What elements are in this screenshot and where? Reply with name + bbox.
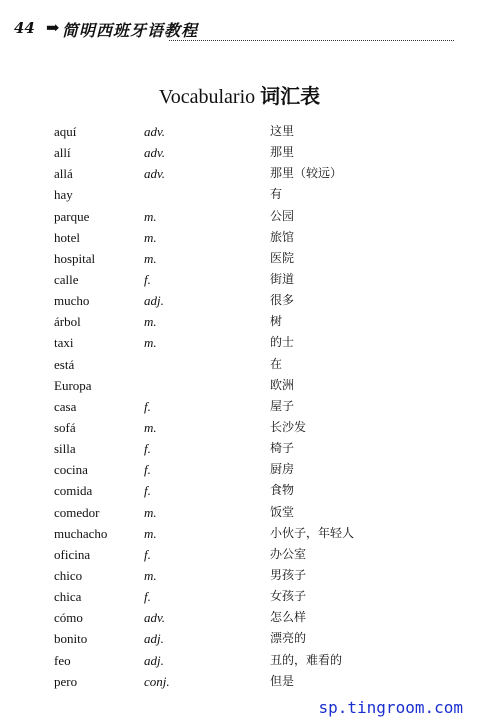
vocab-part-of-speech: f.: [144, 462, 151, 478]
vocab-part-of-speech: adj.: [144, 652, 164, 668]
vocab-row: [54, 565, 454, 586]
vocab-meaning: 这里: [270, 124, 295, 138]
vocab-row: [54, 163, 454, 184]
vocab-meaning: 厨房: [270, 462, 295, 477]
vocab-word: oficina: [54, 546, 91, 562]
vocab-meaning: 那里（较远）: [270, 166, 343, 181]
vocab-part-of-speech: m.: [144, 208, 157, 224]
section-title-latin: Vocabulario: [158, 86, 256, 108]
vocab-word: hay: [54, 187, 73, 203]
vocab-row: [54, 438, 454, 459]
vocab-word: árbol: [54, 314, 81, 330]
vocab-part-of-speech: adj.: [144, 293, 164, 309]
vocab-word: chico: [54, 567, 83, 583]
vocab-row: [54, 290, 454, 311]
vocab-meaning: 的士: [270, 335, 295, 350]
vocab-row: [54, 480, 454, 501]
vocab-word: hotel: [54, 229, 80, 245]
vocab-meaning: 医院: [270, 250, 295, 265]
vocab-row: [54, 417, 454, 438]
vocab-meaning: 在: [270, 356, 283, 371]
watermark-text: sp.tingroom.com: [318, 698, 463, 717]
vocab-row: [54, 311, 454, 332]
vocab-meaning: 那里: [270, 145, 295, 160]
vocab-meaning: 办公室: [270, 546, 307, 561]
vocab-part-of-speech: f.: [144, 589, 151, 605]
vocab-part-of-speech: m.: [144, 419, 157, 435]
vocab-part-of-speech: adv.: [144, 124, 166, 139]
vocab-word: taxi: [54, 335, 74, 351]
vocab-word: sofá: [54, 419, 76, 435]
vocab-meaning: 屋子: [270, 398, 295, 413]
vocab-part-of-speech: f.: [144, 441, 151, 457]
vocab-part-of-speech: m.: [144, 250, 157, 266]
vocab-meaning: 欧洲: [270, 377, 295, 392]
vocab-part-of-speech: adj.: [144, 631, 164, 647]
vocab-row: [54, 671, 454, 692]
vocab-meaning: 街道: [270, 271, 295, 286]
page-number: 44: [14, 19, 35, 37]
vocab-row: [54, 502, 454, 523]
section-title: [0, 80, 479, 109]
vocab-row: [54, 375, 454, 396]
vocab-row: [54, 523, 454, 544]
vocab-meaning: 小伙子，年轻人: [270, 525, 355, 540]
vocab-word: chica: [54, 589, 82, 605]
vocab-part-of-speech: conj.: [144, 673, 170, 689]
vocab-meaning: 旅馆: [270, 229, 295, 244]
vocabulary-list: [54, 121, 454, 692]
vocab-part-of-speech: f.: [144, 398, 151, 414]
vocab-part-of-speech: adv.: [144, 610, 166, 626]
vocab-part-of-speech: f.: [144, 271, 151, 287]
page-header: [14, 16, 469, 42]
vocab-row: [54, 248, 454, 269]
vocab-row: [54, 269, 454, 290]
vocab-meaning: 男孩子: [270, 567, 307, 582]
vocab-part-of-speech: m.: [144, 335, 157, 351]
vocab-meaning: 女孩子: [270, 589, 307, 604]
vocab-row: [54, 227, 454, 248]
vocab-word: cómo: [54, 610, 83, 626]
vocab-word: cocina: [54, 462, 88, 478]
vocab-part-of-speech: f.: [144, 546, 151, 562]
vocab-part-of-speech: f.: [144, 483, 151, 499]
vocab-meaning: 长沙发: [270, 419, 307, 434]
vocab-meaning: 椅子: [270, 441, 295, 456]
vocab-word: muchacho: [54, 525, 108, 541]
vocab-part-of-speech: m.: [144, 229, 157, 245]
vocab-word: comida: [54, 483, 93, 499]
vocab-meaning: 怎么样: [270, 610, 307, 625]
vocab-word: hospital: [54, 250, 96, 266]
vocab-part-of-speech: m.: [144, 525, 157, 541]
vocab-meaning: 饭堂: [270, 504, 295, 519]
section-title-chinese: 词汇表: [260, 84, 321, 108]
vocab-word: pero: [54, 673, 78, 689]
vocab-row: [54, 628, 454, 649]
vocab-word: casa: [54, 398, 77, 414]
vocab-word: Europa: [54, 377, 92, 393]
vocab-row: [54, 121, 454, 142]
header-divider: [169, 40, 454, 41]
vocab-word: comedor: [54, 504, 100, 520]
vocab-word: allí: [54, 145, 71, 161]
vocab-meaning: 公园: [270, 208, 295, 223]
vocab-word: está: [54, 356, 75, 372]
vocab-word: silla: [54, 441, 76, 457]
vocab-row: [54, 586, 454, 607]
vocab-row: [54, 607, 454, 628]
vocab-part-of-speech: adv.: [144, 145, 166, 161]
vocab-word: feo: [54, 652, 71, 668]
vocab-word: calle: [54, 271, 79, 287]
book-title: 简明西班牙语教程: [62, 21, 199, 40]
vocab-meaning: 有: [270, 187, 283, 202]
vocab-word: parque: [54, 208, 90, 224]
vocab-meaning: 漂亮的: [270, 631, 307, 646]
vocab-word: aquí: [54, 124, 77, 139]
vocab-row: [54, 332, 454, 353]
vocab-meaning: 树: [270, 314, 283, 329]
vocab-part-of-speech: m.: [144, 567, 157, 583]
vocab-row: [54, 396, 454, 417]
vocab-meaning: 但是: [270, 673, 295, 688]
vocab-row: [54, 142, 454, 163]
vocab-meaning: 丑的，难看的: [270, 652, 343, 667]
vocab-word: allá: [54, 166, 73, 182]
arrow-icon: ➡: [46, 18, 60, 37]
vocab-row: [54, 544, 454, 565]
vocab-row: [54, 184, 454, 205]
vocab-row: [54, 650, 454, 671]
vocab-row: [54, 459, 454, 480]
vocab-word: bonito: [54, 631, 88, 647]
vocab-part-of-speech: adv.: [144, 166, 166, 182]
vocab-row: [54, 206, 454, 227]
vocab-word: mucho: [54, 293, 90, 309]
vocab-meaning: 很多: [270, 293, 295, 308]
vocab-part-of-speech: m.: [144, 504, 157, 520]
vocab-row: [54, 354, 454, 375]
vocab-meaning: 食物: [270, 483, 295, 498]
vocab-part-of-speech: m.: [144, 314, 157, 330]
